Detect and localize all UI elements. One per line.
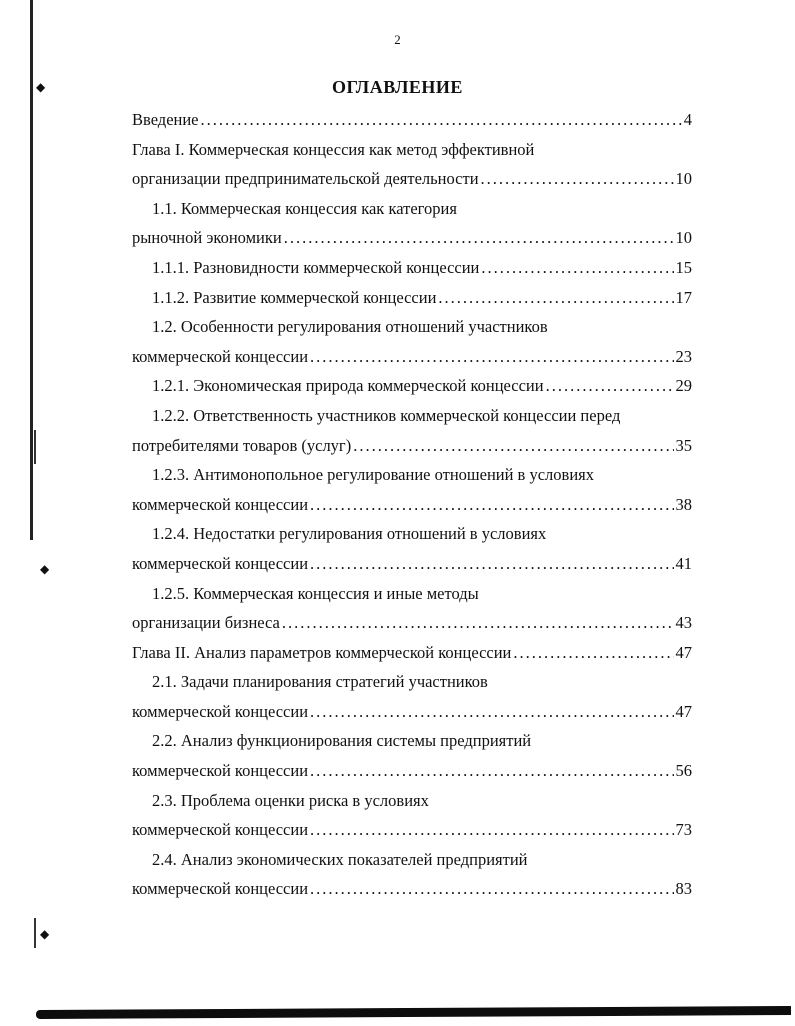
toc-entry[interactable]: [132, 223, 692, 253]
toc-entry-text: 2.2. Анализ функционирования системы предприятий: [152, 731, 532, 751]
toc-entry[interactable]: [132, 312, 692, 342]
toc-entry-text: Введение: [132, 110, 199, 129]
toc-leader: [546, 371, 674, 401]
toc-entry-text: 1.1. Коммерческая концессия как категория: [152, 198, 457, 218]
toc-entry-text: 1.2.2. Ответственность участников коммерческой концессии перед: [152, 405, 621, 425]
toc-entry[interactable]: [132, 253, 692, 283]
toc-leader: [310, 874, 673, 904]
page-number: 2: [394, 32, 401, 47]
toc-entry-text: 1.1.2. Развитие коммерческой концессии: [152, 287, 437, 307]
toc-entry-page: 41: [675, 553, 692, 573]
toc-entry-text: 1.2.4. Недостатки регулирования отношений в условиях: [152, 524, 547, 544]
toc-entry[interactable]: [132, 756, 692, 786]
scan-tick: [34, 918, 36, 948]
toc-entry-page: 10: [675, 228, 692, 248]
toc-entry[interactable]: [132, 342, 692, 372]
page-title: ОГЛАВЛЕНИЕ: [332, 77, 463, 97]
toc-entry[interactable]: [132, 845, 692, 875]
toc-entry-page: 56: [675, 761, 692, 781]
toc-entry-text: 1.2.3. Антимонопольное регулирование отношений в условиях: [152, 465, 594, 485]
toc-entry-text: потребителями товаров (услуг): [132, 435, 352, 455]
toc-leader: [284, 223, 674, 253]
toc-entry-text: коммерческой концессии: [132, 553, 309, 573]
toc-entry-text: 2.1. Задачи планирования стратегий участников: [152, 672, 488, 692]
toc-leader: [201, 105, 682, 135]
toc-leader: [310, 697, 673, 727]
toc-entry-text: Глава I. Коммерческая концессия как метод эффективной: [132, 139, 535, 159]
toc-entry[interactable]: [132, 490, 692, 520]
toc-leader: [481, 253, 673, 283]
toc-entry-text: коммерческой концессии: [132, 879, 309, 899]
toc-entry-text: коммерческой концессии: [132, 346, 309, 366]
toc-entry-text: 1.2. Особенности регулирования отношений участников: [152, 317, 548, 337]
toc-entry[interactable]: [132, 105, 692, 135]
toc-entry-text: коммерческой концессии: [132, 761, 309, 781]
toc-entry-page: 4: [683, 110, 692, 129]
toc-entry-page: 47: [675, 701, 692, 721]
toc-leader: [353, 431, 673, 461]
toc-entry[interactable]: [132, 194, 692, 224]
toc-leader: [310, 490, 673, 520]
toc-entry[interactable]: [132, 697, 692, 727]
toc-entry-text: 1.2.1. Экономическая природа коммерческой концессии: [152, 376, 544, 396]
toc-entry-page: 17: [675, 287, 692, 307]
toc-entry-text: Глава II. Анализ параметров коммерческой концессии: [132, 642, 512, 662]
toc-entry-text: организации предпринимательской деятельности: [132, 169, 479, 189]
scan-speck: ◆: [40, 562, 50, 576]
scan-speck: ◆: [40, 927, 50, 941]
toc-entry[interactable]: [132, 786, 692, 816]
toc-leader: [310, 756, 673, 786]
scan-tick: [34, 430, 36, 464]
toc-entry[interactable]: [132, 283, 692, 313]
toc-entry-text: 1.1.1. Разновидности коммерческой концессии: [152, 257, 480, 277]
toc-entry-text: организации бизнеса: [132, 613, 280, 633]
toc-entry[interactable]: [132, 401, 692, 431]
toc-leader: [438, 283, 673, 313]
toc-entry-text: коммерческой концессии: [132, 701, 309, 721]
table-of-contents: [132, 105, 692, 904]
toc-entry-text: коммерческой концессии: [132, 820, 309, 840]
toc-leader: [310, 342, 673, 372]
toc-entry-text: коммерческой концессии: [132, 494, 309, 514]
toc-entry[interactable]: [132, 638, 692, 668]
toc-entry[interactable]: [132, 431, 692, 461]
toc-entry[interactable]: [132, 371, 692, 401]
toc-entry-page: 47: [675, 642, 692, 662]
toc-leader: [513, 638, 673, 668]
scan-edge-bottom: [36, 1006, 791, 1019]
toc-entry-page: 35: [675, 435, 692, 455]
toc-entry-page: 38: [675, 494, 692, 514]
toc-entry[interactable]: [132, 608, 692, 638]
toc-leader: [310, 815, 673, 845]
toc-entry[interactable]: [132, 135, 692, 165]
toc-entry[interactable]: [132, 164, 692, 194]
toc-entry[interactable]: [132, 667, 692, 697]
toc-entry-page: 83: [675, 879, 692, 899]
toc-leader: [282, 608, 674, 638]
scan-speck: ◆: [36, 80, 46, 94]
toc-entry-page: 73: [675, 820, 692, 840]
toc-entry[interactable]: [132, 815, 692, 845]
toc-entry[interactable]: [132, 460, 692, 490]
toc-entry[interactable]: [132, 549, 692, 579]
toc-leader: [310, 549, 673, 579]
toc-entry[interactable]: [132, 726, 692, 756]
toc-entry-text: 1.2.5. Коммерческая концессия и иные методы: [152, 583, 479, 603]
toc-entry[interactable]: [132, 579, 692, 609]
toc-entry-page: 23: [675, 346, 692, 366]
toc-entry-page: 43: [675, 613, 692, 633]
toc-entry-text: 2.4. Анализ экономических показателей предприятий: [152, 849, 528, 869]
toc-entry[interactable]: [132, 874, 692, 904]
toc-entry[interactable]: [132, 519, 692, 549]
toc-leader: [481, 164, 674, 194]
toc-entry-text: рыночной экономики: [132, 228, 282, 248]
toc-entry-page: 29: [675, 376, 692, 396]
toc-entry-page: 15: [675, 257, 692, 277]
toc-entry-page: 10: [675, 169, 692, 189]
toc-entry-text: 2.3. Проблема оценки риска в условиях: [152, 790, 429, 810]
